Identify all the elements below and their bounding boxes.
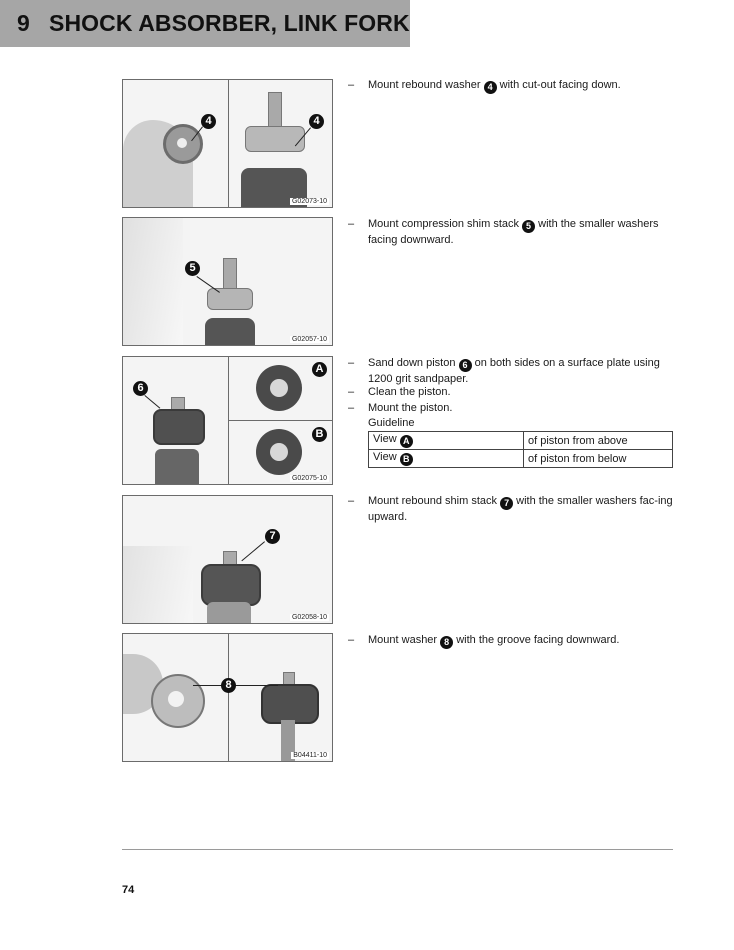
bullet: – xyxy=(348,402,355,414)
desc-cell: of piston from below xyxy=(524,450,673,468)
bullet: – xyxy=(348,357,355,369)
figure-code: G02075-10 xyxy=(291,475,327,482)
page-number: 74 xyxy=(122,884,135,896)
washer-hole xyxy=(177,138,187,148)
figure-piston xyxy=(122,356,333,485)
view-cell xyxy=(369,450,524,468)
view-cell xyxy=(369,432,524,450)
figure-code: B04411-10 xyxy=(293,752,327,759)
figure-rebound-shim-stack xyxy=(122,495,333,624)
view-label: View xyxy=(373,433,397,445)
table-row xyxy=(369,432,673,450)
bullet: – xyxy=(348,79,355,91)
shaft-photo xyxy=(268,92,282,130)
step-text: on both sides on a surface plate using 1200 grit sandpaper. xyxy=(368,357,660,385)
marker-b: B xyxy=(400,453,413,466)
shim-stack-photo xyxy=(207,288,253,310)
leader-line xyxy=(241,541,265,561)
step-compression-shim xyxy=(368,217,673,247)
step-sand-piston xyxy=(368,356,673,386)
view-label: View xyxy=(373,451,397,463)
guideline-table xyxy=(368,431,673,468)
guideline-label: Guideline xyxy=(368,417,415,429)
shim-photo xyxy=(207,602,251,624)
marker-4: 4 xyxy=(484,81,497,94)
background-shade xyxy=(123,218,183,346)
figure-washer xyxy=(122,633,333,762)
figure-divider xyxy=(228,80,229,207)
step-text: Mount compression shim stack xyxy=(368,218,523,230)
figure-divider xyxy=(228,634,229,761)
figure-code: G02058-10 xyxy=(291,614,327,621)
chapter-number: 9 xyxy=(17,10,30,36)
callout-6: 6 xyxy=(133,381,148,396)
step-text: Mount washer xyxy=(368,634,441,646)
washer-hole xyxy=(168,691,184,707)
marker-5: 5 xyxy=(522,220,535,233)
step-text: Mount rebound shim stack xyxy=(368,495,501,507)
figure-compression-shim-stack xyxy=(122,217,333,346)
piston-photo xyxy=(201,564,261,606)
figure-code: G02073-10 xyxy=(291,198,327,205)
marker-a: A xyxy=(400,435,413,448)
table-row xyxy=(369,450,673,468)
figure-rebound-washer xyxy=(122,79,333,208)
step-rebound-washer xyxy=(368,78,673,94)
callout-4b: 4 xyxy=(309,114,324,129)
bullet: – xyxy=(348,386,355,398)
piston-center xyxy=(270,379,288,397)
figure-code: G02057-10 xyxy=(291,336,327,343)
step-rebound-shim xyxy=(368,494,673,524)
spring-photo xyxy=(205,318,255,346)
marker-8: 8 xyxy=(440,636,453,649)
bullet: – xyxy=(348,218,355,230)
step-text: with cut-out facing down. xyxy=(496,79,621,91)
footer-divider xyxy=(122,849,673,850)
marker-7: 7 xyxy=(500,497,513,510)
bullet: – xyxy=(348,495,355,507)
figure-divider xyxy=(228,420,332,421)
desc-cell: of piston from above xyxy=(524,432,673,450)
piston-photo xyxy=(261,684,319,724)
step-text: with the smaller washers facing downward. xyxy=(368,218,659,246)
piston-center xyxy=(270,443,288,461)
background-shade xyxy=(123,546,193,624)
step-text: Sand down piston xyxy=(368,357,459,369)
step-text: with the smaller washers fac-ing upward. xyxy=(368,495,673,523)
callout-7: 7 xyxy=(265,529,280,544)
callout-8: 8 xyxy=(221,678,236,693)
marker-6: 6 xyxy=(459,359,472,372)
spring-photo xyxy=(155,449,199,485)
piston-photo xyxy=(153,409,205,445)
step-mount-washer xyxy=(368,633,673,649)
leader-line xyxy=(144,395,160,409)
step-text: with the groove facing downward. xyxy=(453,634,620,646)
chapter-header xyxy=(0,0,410,47)
washer-on-shaft xyxy=(245,126,305,152)
step-text: Mount rebound washer xyxy=(368,79,484,91)
bullet: – xyxy=(348,634,355,646)
callout-b: B xyxy=(312,427,327,442)
step-mount-piston: Mount the piston. xyxy=(368,402,453,414)
chapter-title: SHOCK ABSORBER, LINK FORK xyxy=(49,10,410,36)
callout-5: 5 xyxy=(185,261,200,276)
step-clean-piston: Clean the piston. xyxy=(368,386,451,398)
callout-a: A xyxy=(312,362,327,377)
callout-4: 4 xyxy=(201,114,216,129)
